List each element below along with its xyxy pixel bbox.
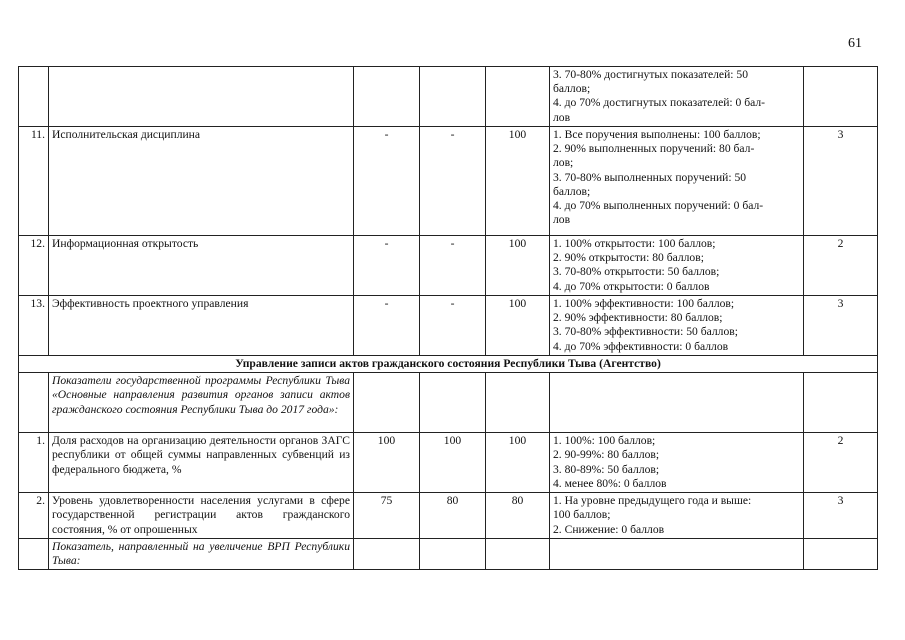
value-col-3: 100 [486,433,550,493]
table-row [19,236,878,296]
weight-value: 3 [804,296,878,356]
page-number: 61 [848,36,862,51]
value-col-2: 80 [420,493,486,539]
scoring-scale: 1. 100% открытости: 100 баллов; 2. 90% открытости: 80 баллов; 3. 70-80% открытости: 50 баллов; 4. до 70% открытости: 0 баллов [550,236,804,296]
section-header-row [19,356,878,373]
row-number: 11. [19,127,49,236]
value-col-3: 100 [486,236,550,296]
subheader-row [19,538,878,569]
scoring-scale: 3. 70-80% достигнутых показателей: 50 баллов; 4. до 70% достигнутых показателей: 0 бал- лов [550,67,804,127]
table-row [19,67,878,127]
table-row [19,493,878,539]
row-number: 13. [19,296,49,356]
value-col-2: 100 [420,433,486,493]
weight-value: 2 [804,433,878,493]
subheader-row [19,373,878,433]
value-col-2 [420,67,486,127]
scoring-scale: 1. На уровне предыдущего года и выше: 100 баллов; 2. Снижение: 0 баллов [550,493,804,539]
value-col-3 [486,67,550,127]
value-col-1: - [354,127,420,236]
table-row [19,127,878,236]
value-col-2: - [420,127,486,236]
row-number: 2. [19,493,49,539]
indicator-name [49,67,354,127]
row-number: 12. [19,236,49,296]
weight-value: 3 [804,493,878,539]
indicator-name: Доля расходов на организацию деятельности органов ЗАГС республики от общей суммы направленных субвенций из федерального бюджета, % [49,433,354,493]
value-col-1: - [354,236,420,296]
weight-value [804,67,878,127]
value-col-2: - [420,296,486,356]
value-col-3: 80 [486,493,550,539]
value-col-3: 100 [486,127,550,236]
scoring-scale: 1. 100% эффективности: 100 баллов; 2. 90% эффективности: 80 баллов; 3. 70-80% эффективности: 50 баллов; 4. до 70% эффективности: 0 баллов [550,296,804,356]
weight-value: 3 [804,127,878,236]
table-row [19,296,878,356]
indicator-name: Уровень удовлетворенности населения услугами в сфере государственной регистрации актов гражданского состояния, % от опрошенных [49,493,354,539]
criteria-table [18,66,878,570]
value-col-1: 100 [354,433,420,493]
value-col-1 [354,67,420,127]
section-title: Управление записи актов гражданского состояния Республики Тыва (Агентство) [19,356,878,373]
value-col-3: 100 [486,296,550,356]
indicator-name: Информационная открытость [49,236,354,296]
scoring-scale: 1. Все поручения выполнены: 100 баллов; 2. 90% выполненных поручений: 80 бал- лов; 3. 70-80% выполненных поручений: 50 баллов; 4. до 70% выполненных поручений: 0 бал- лов [550,127,804,236]
grp-indicator-subheader: Показатель, направленный на увеличение ВРП Республики Тыва: [49,538,354,569]
table-row [19,433,878,493]
indicator-name: Исполнительская дисциплина [49,127,354,236]
row-number [19,67,49,127]
weight-value: 2 [804,236,878,296]
program-indicators-subheader: Показатели государственной программы Республики Тыва «Основные направления развития органов записи актов гражданского состояния Республики Тыва до 2017 года»: [49,373,354,433]
value-col-1: 75 [354,493,420,539]
scoring-scale: 1. 100%: 100 баллов; 2. 90-99%: 80 баллов; 3. 80-89%: 50 баллов; 4. менее 80%: 0 баллов [550,433,804,493]
value-col-1: - [354,296,420,356]
value-col-2: - [420,236,486,296]
indicator-name: Эффективность проектного управления [49,296,354,356]
row-number: 1. [19,433,49,493]
